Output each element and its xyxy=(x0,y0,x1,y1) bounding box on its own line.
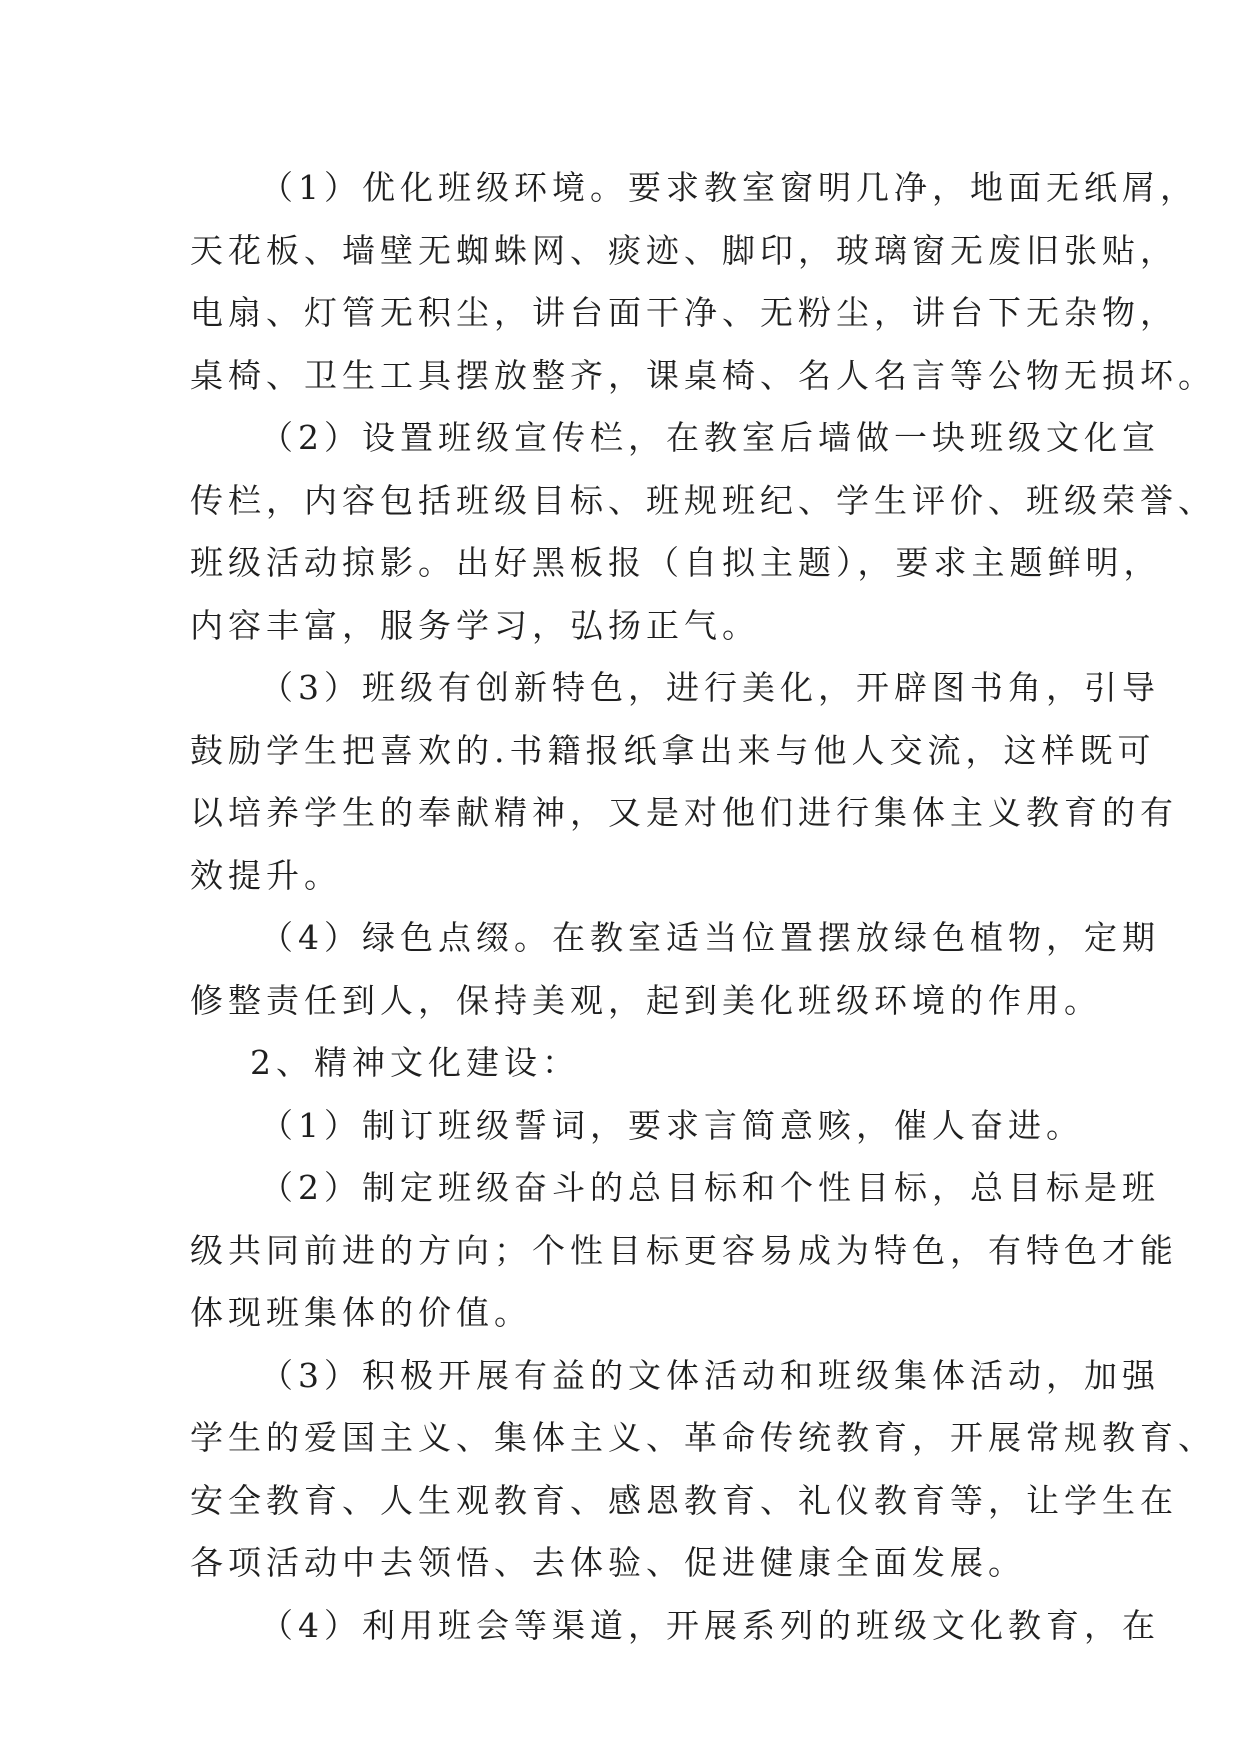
document-body xyxy=(190,157,1216,1657)
paragraph-line: （2）制定班级奋斗的总目标和个性目标，总目标是班 xyxy=(260,1168,1160,1207)
paragraph-line: （4）绿色点缀。在教室适当位置摆放绿色植物，定期 xyxy=(260,918,1160,957)
paragraph-line: 班级活动掠影。出好黑板报（自拟主题），要求主题鲜明， xyxy=(190,543,1162,582)
paragraph-line: （3）积极开展有益的文体活动和班级集体活动，加强 xyxy=(260,1355,1160,1395)
paragraph-line: （2）设置班级宣传栏，在教室后墙做一块班级文化宣 xyxy=(260,418,1160,457)
paragraph-line: 电扇、灯管无积尘，讲台面干净、无粉尘，讲台下无杂物， xyxy=(190,293,1178,332)
paragraph-line: 各项活动中去领悟、去体验、促进健康全面发展。 xyxy=(190,1543,1026,1582)
paragraph-line: （1）优化班级环境。要求教室窗明几净，地面无纸屑， xyxy=(260,168,1198,207)
section-heading: 2、精神文化建设： xyxy=(250,1043,580,1082)
paragraph-line: 内容丰富，服务学习，弘扬正气。 xyxy=(190,605,760,645)
paragraph-line: 天花板、墙壁无蜘蛛网、痰迹、脚印，玻璃窗无废旧张贴， xyxy=(190,230,1178,270)
paragraph-line: 体现班集体的价值。 xyxy=(190,1293,532,1332)
paragraph-line: 级共同前进的方向；个性目标更容易成为特色，有特色才能 xyxy=(190,1230,1178,1270)
paragraph-line: （1）制订班级誓词，要求言简意赅，催人奋进。 xyxy=(260,1105,1084,1145)
paragraph-line: 修整责任到人，保持美观，起到美化班级环境的作用。 xyxy=(190,980,1102,1020)
paragraph-line: 学生的爱国主义、集体主义、革命传统教育，开展常规教育、 xyxy=(190,1418,1216,1457)
paragraph-line: 以培养学生的奉献精神，又是对他们进行集体主义教育的有 xyxy=(190,793,1178,832)
paragraph-line: 安全教育、人生观教育、感恩教育、礼仪教育等，让学生在 xyxy=(190,1480,1178,1520)
paragraph-line: （4）利用班会等渠道，开展系列的班级文化教育，在 xyxy=(260,1605,1160,1645)
paragraph-line: 传栏，内容包括班级目标、班规班纪、学生评价、班级荣誉、 xyxy=(190,480,1216,520)
paragraph-line: 鼓励学生把喜欢的.书籍报纸拿出来与他人交流，这样既可 xyxy=(190,730,1156,770)
paragraph-line: （3）班级有创新特色，进行美化，开辟图书角，引导 xyxy=(260,668,1160,707)
paragraph-line: 桌椅、卫生工具摆放整齐，课桌椅、名人名言等公物无损坏。 xyxy=(190,355,1216,395)
paragraph-line: 效提升。 xyxy=(190,855,342,895)
